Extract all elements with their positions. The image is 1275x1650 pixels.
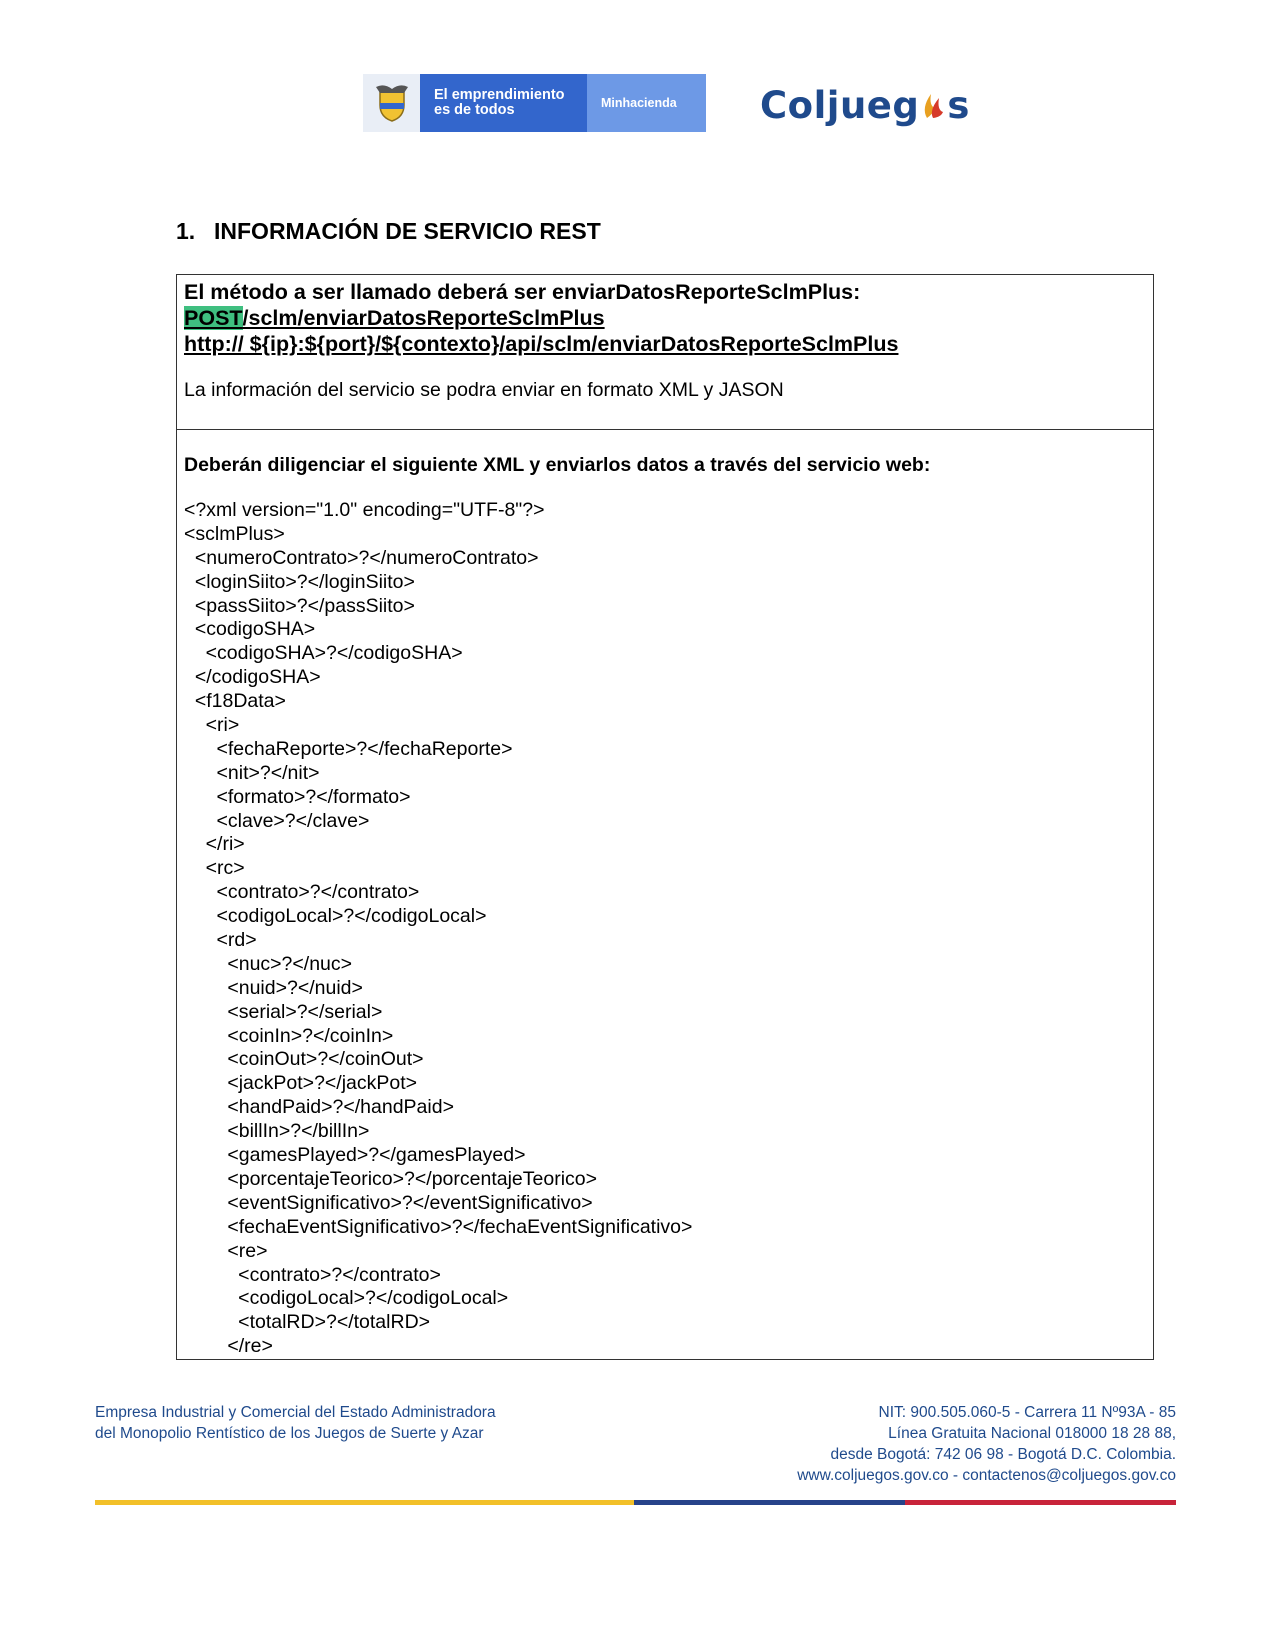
footer-bar-yellow — [95, 1500, 634, 1505]
footer-web-email[interactable]: www.coljuegos.gov.co - contactenos@coljuegos.gov.co — [797, 1467, 1176, 1484]
footer-company — [95, 1402, 496, 1444]
xml-line: <porcentajeTeorico>?</porcentajeTeorico> — [184, 1167, 598, 1190]
xml-line: <formato>?</formato> — [184, 785, 411, 808]
xml-line: <contrato>?</contrato> — [184, 1263, 441, 1286]
endpoint-path: /sclm/enviarDatosReporteSclmPlus — [242, 306, 605, 330]
http-verb: POST — [184, 306, 243, 330]
xml-line: <billIn>?</billIn> — [184, 1120, 370, 1143]
slogan-line-1: El emprendimiento — [434, 87, 565, 103]
section-title: INFORMACIÓN DE SERVICIO REST — [214, 218, 601, 244]
xml-line: <codigoLocal>?</codigoLocal> — [184, 1287, 509, 1310]
xml-line: <contrato>?</contrato> — [184, 881, 420, 904]
xml-line: <totalRD>?</totalRD> — [184, 1311, 431, 1334]
xml-line: <fechaEventSignificativo>?</fechaEventSignificativo> — [184, 1215, 693, 1238]
footer-contact — [797, 1402, 1176, 1486]
section-number: 1. — [176, 218, 196, 244]
endpoint-url: http:// ${ip}:${port}/${contexto}/api/sclm/enviarDatosReporteSclmPlus — [184, 332, 899, 356]
brand-text: Coljueg — [760, 83, 920, 127]
footer-bar-red — [905, 1500, 1176, 1505]
xml-instructions: Deberán diligenciar el siguiente XML y enviarlos datos a través del servicio web: — [184, 454, 931, 476]
government-slogan — [420, 74, 587, 132]
xml-line: <gamesPlayed>?</gamesPlayed> — [184, 1144, 526, 1167]
footer-color-bar — [95, 1500, 1176, 1505]
xml-line: <sclmPlus> — [184, 522, 285, 545]
xml-line: <codigoLocal>?</codigoLocal> — [184, 905, 487, 928]
xml-line: <clave>?</clave> — [184, 809, 370, 832]
xml-line: <jackPot>?</jackPot> — [184, 1072, 418, 1095]
government-logo — [363, 74, 706, 132]
footer-bar-blue — [634, 1500, 905, 1505]
xml-line: <passSiito>?</passSiito> — [184, 594, 415, 617]
xml-line: <nit>?</nit> — [184, 761, 320, 784]
xml-line: </ri> — [184, 833, 245, 856]
footer-nit: NIT: 900.505.060-5 - Carrera 11 Nº93A - 85 — [878, 1404, 1176, 1421]
xml-line: <fechaReporte>?</fechaReporte> — [184, 737, 513, 760]
xml-line: <codigoSHA> — [184, 618, 316, 641]
service-info-box — [176, 274, 1154, 1360]
xml-line: <coinOut>?</coinOut> — [184, 1048, 424, 1071]
footer-local-phone: desde Bogotá: 742 06 98 - Bogotá D.C. Colombia. — [830, 1446, 1176, 1463]
method-description: El método a ser llamado deberá ser enviarDatosReporteSclmPlus: — [184, 280, 861, 304]
xml-line: <?xml version="1.0" encoding="UTF-8"?> — [184, 499, 545, 521]
xml-line: <rd> — [184, 929, 257, 952]
flame-icon — [919, 90, 947, 120]
xml-line: <rc> — [184, 857, 245, 880]
xml-line: <ri> — [184, 714, 240, 737]
brand-text-end: s — [947, 83, 970, 127]
xml-line: <re> — [184, 1239, 268, 1262]
footer-phone: Línea Gratuita Nacional 018000 18 28 88, — [888, 1425, 1176, 1442]
xml-line: <numeroContrato>?</numeroContrato> — [184, 546, 539, 569]
method-cell — [177, 275, 1153, 430]
xml-line: <f18Data> — [184, 690, 286, 713]
xml-line: <codigoSHA>?</codigoSHA> — [184, 642, 463, 665]
coljuegos-logo — [760, 80, 970, 130]
xml-template — [184, 499, 692, 1359]
xml-line: <coinIn>?</coinIn> — [184, 1024, 394, 1047]
xml-line: <serial>?</serial> — [184, 1000, 383, 1023]
xml-line: <eventSignificativo>?</eventSignificativo> — [184, 1191, 593, 1214]
xml-line: <loginSiito>?</loginSiito> — [184, 570, 415, 593]
format-info: La información del servicio se podra enviar en formato XML y JASON — [184, 379, 784, 401]
xml-line: </re> — [184, 1335, 273, 1358]
ministry-label: Minhacienda — [587, 74, 706, 132]
method-endpoint — [184, 305, 605, 331]
coat-of-arms-icon — [363, 74, 420, 132]
footer-company-line: del Monopolio Rentístico de los Juegos de Suerte y Azar — [95, 1425, 484, 1442]
xml-line: </codigoSHA> — [184, 666, 321, 689]
xml-line: <handPaid>?</handPaid> — [184, 1096, 454, 1119]
footer-company-line: Empresa Industrial y Comercial del Estado Administradora — [95, 1404, 496, 1421]
slogan-line-2: es de todos — [434, 102, 515, 118]
section-heading — [176, 218, 601, 245]
xml-line: <nuc>?</nuc> — [184, 952, 353, 975]
xml-line: <nuid>?</nuid> — [184, 976, 363, 999]
